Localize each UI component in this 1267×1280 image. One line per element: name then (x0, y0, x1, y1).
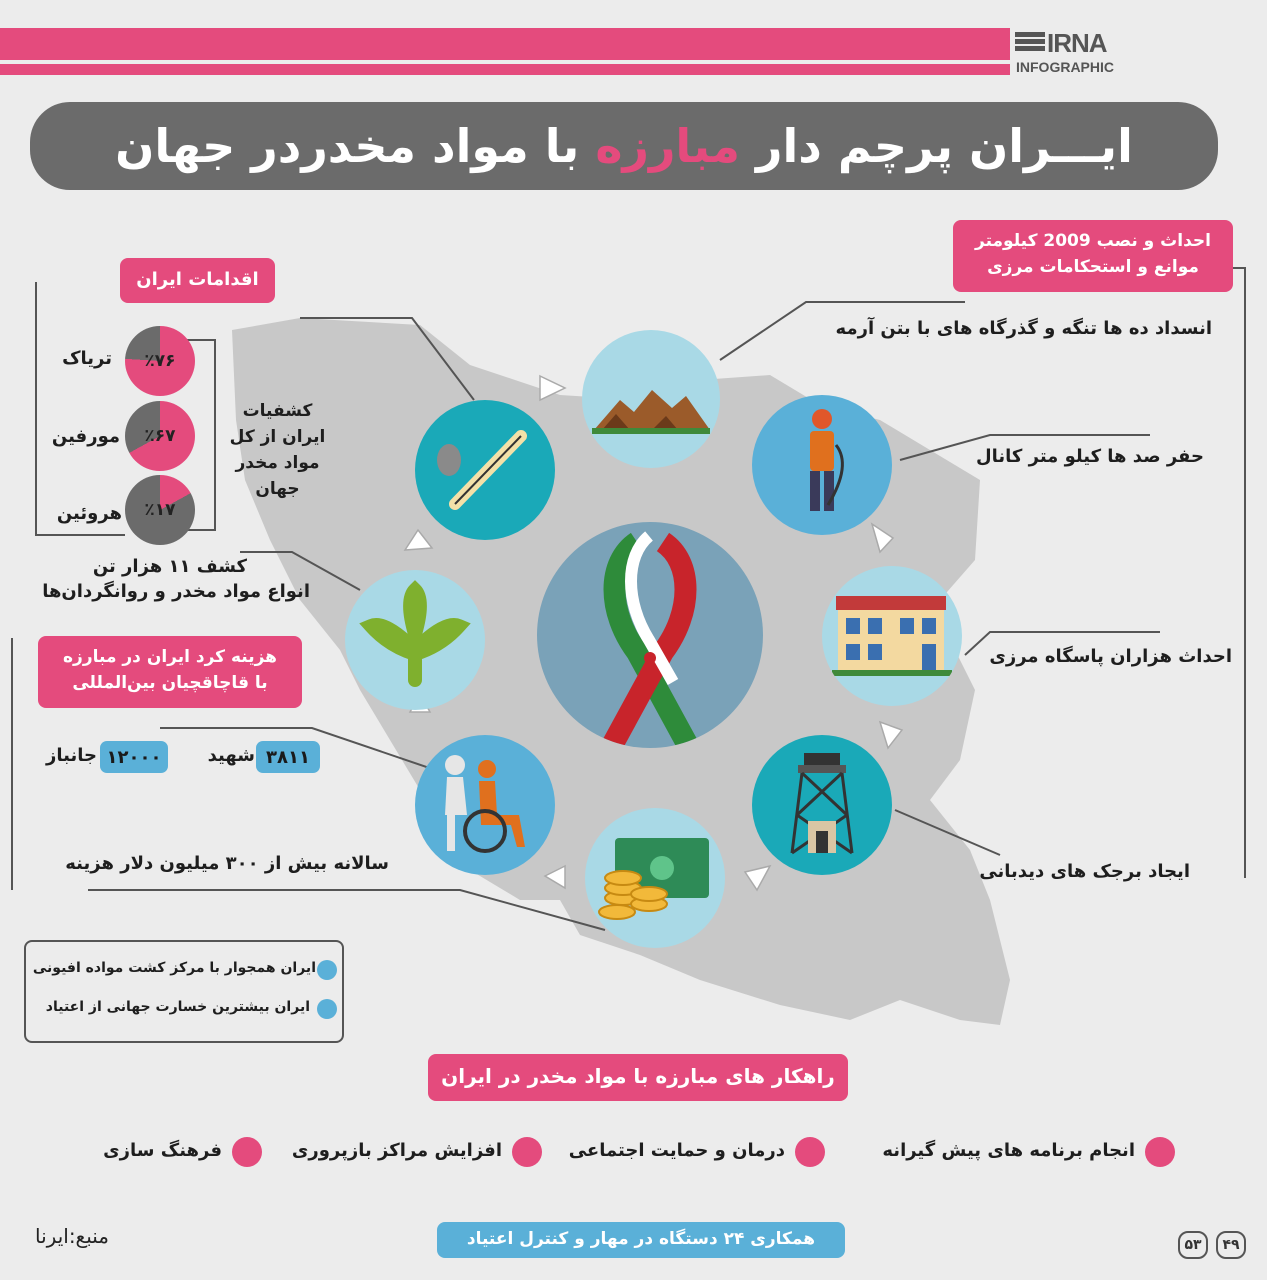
border-item-3: احداث هزاران پاسگاه مرزی (989, 646, 1232, 667)
border-header-line1: احداث و نصب 2009 کیلومتر (975, 231, 1211, 251)
border-item-4: ایجاد برجک های دیدبانی (979, 861, 1190, 882)
plant-circle (345, 570, 485, 710)
strategy-2-bullet (795, 1137, 825, 1167)
drug-morphine-label: مورفین (51, 426, 120, 447)
cannabis-leaf-icon (345, 570, 485, 710)
border-header (953, 220, 1233, 292)
pipe-circle (415, 400, 555, 540)
drug-heroin-label: هروئین (56, 503, 122, 524)
digging-circle (752, 395, 892, 535)
drug-opium-label: تریاک (62, 348, 112, 369)
strategy-1-bullet (1145, 1137, 1175, 1167)
mountains-icon (582, 330, 720, 468)
strategies-header: راهکار های مبارزه با مواد مخدر در ایران (428, 1054, 848, 1101)
pie-opium (125, 326, 195, 396)
building-icon (822, 566, 962, 706)
strategy-4: فرهنگ سازی (103, 1140, 222, 1161)
opium-pipe-icon (415, 400, 555, 540)
note-2: ایران بیشترین خسارت جهانی از اعتیاد (45, 999, 310, 1015)
note-2-bullet (317, 999, 337, 1019)
pie-opium-value: ٪۷۶ (144, 351, 176, 371)
mountains-circle (582, 330, 720, 468)
strategy-1: انجام برنامه های پیش گیرانه (882, 1140, 1135, 1161)
source-label: منبع:ایرنا (35, 1224, 109, 1248)
ribbon-circle (537, 522, 763, 748)
wheelchair-icon (415, 735, 555, 875)
strategy-4-bullet (232, 1137, 262, 1167)
pie-heroin-value: ٪۱۷ (144, 500, 176, 520)
cost-header (38, 636, 302, 708)
seizure-line1: کشف ۱۱ هزار تن (92, 556, 247, 577)
note-1-bullet (317, 960, 337, 980)
worker-icon (752, 395, 892, 535)
wheelchair-circle (415, 735, 555, 875)
title-part2: با مواد مخدردر جهان (115, 119, 580, 173)
martyrs-label: شهید (207, 745, 255, 766)
notes-box (24, 940, 344, 1043)
discoveries-label: کشفیات ایران از کل مواد مخدر جهان (229, 401, 326, 499)
note-1: ایران همجوار با مرکز کشت مواده افیونی (32, 960, 316, 976)
logo-brand: IRNA (1047, 28, 1107, 58)
money-icon (585, 808, 725, 948)
strategy-2: درمان و حمایت اجتماعی (568, 1140, 785, 1161)
page-number-1: ۴۹ (1216, 1231, 1246, 1259)
strategy-3: افزایش مراکز بازپروری (291, 1140, 502, 1161)
veterans-label: جانباز (46, 745, 97, 766)
pie-morphine (125, 401, 195, 471)
seizure-line2: انواع مواد مخدر و روانگردان‌ها (42, 581, 310, 602)
border-item-1: انسداد ده ها تنگه و گذرگاه های با بتن آرمه (835, 318, 1212, 339)
strategy-3-bullet (512, 1137, 542, 1167)
border-header-line2: موانع و استحکامات مرزی (987, 257, 1199, 277)
money-circle (585, 808, 725, 948)
veterans-value: ۱۲۰۰۰ (100, 741, 168, 773)
border-item-2: حفر صد ها کیلو متر کانال (976, 446, 1204, 467)
flag-ribbon-icon (537, 522, 763, 748)
pie-morphine-value: ٪۶۷ (144, 426, 176, 446)
border-post-circle (822, 566, 962, 706)
cooperation-banner: همکاری ۲۴ دستگاه در مهار و کنترل اعتیاد (437, 1222, 845, 1258)
watchtower-circle (752, 735, 892, 875)
watchtower-icon (752, 735, 892, 875)
actions-header: اقدامات ایران (120, 258, 275, 303)
title-highlight: مبارزه (595, 119, 740, 173)
logo-sub: INFOGRAPHIC (1016, 59, 1114, 75)
pie-heroin (125, 475, 195, 545)
title-part1: ایـــران پرچم دار (755, 119, 1133, 173)
cost-header-line2: با قاچاقچیان بین‌المللی (72, 673, 268, 693)
page-number-2: ۵۳ (1178, 1231, 1208, 1259)
annual-cost: سالانه بیش از ۳۰۰ میلیون دلار هزینه (65, 853, 389, 874)
martyrs-value: ۳۸۱۱ (256, 741, 320, 773)
cost-header-line1: هزینه کرد ایران در مبارزه (63, 647, 277, 667)
